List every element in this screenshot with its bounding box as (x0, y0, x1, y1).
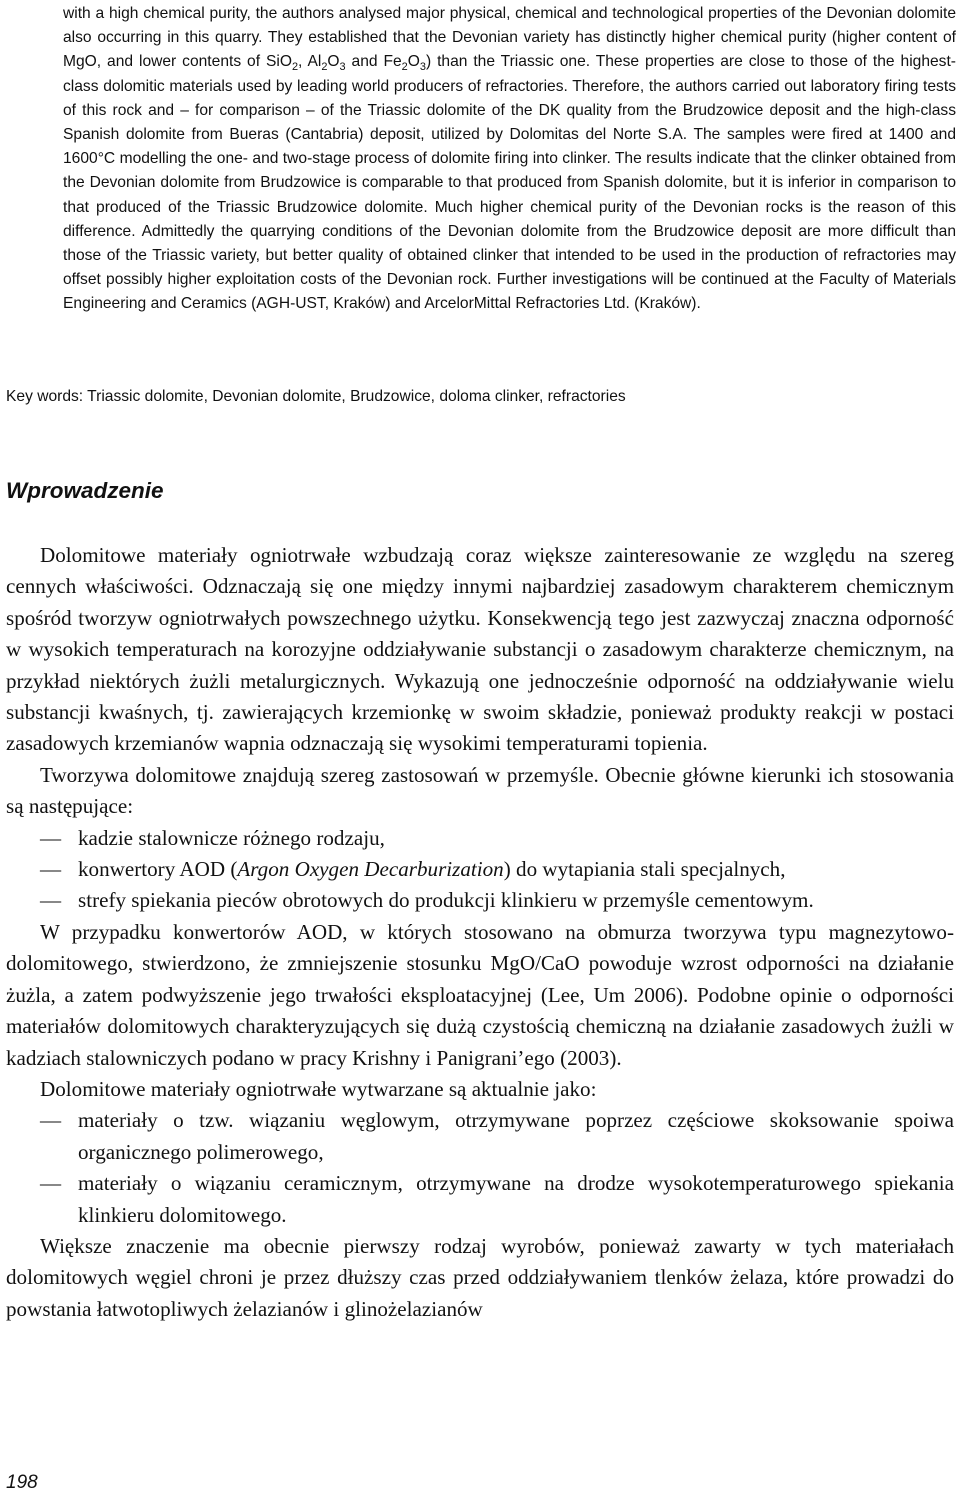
paragraph-3: W przypadku konwertorów AOD, w których stosowano na obmurza tworzywa typu magnezytowo-dolomitowego, stwierdzono, że zmniejszenie stosunku MgO/CaO powoduje wzrost odporności na działanie żużla, a zatem podwyższenie jego trwałości eksploatacyjnej (Lee, Um 2006). Podobne opinie o odporności materiałów dolomitowych charakteryzujących się dużą czystością chemiczną na działanie zasadowych żużli w kadziach stalowniczych podano w pracy Krishny i Panigrani’ego (2003). (6, 919, 954, 1070)
list-item-text: materiały o tzw. wiązaniu węglowym, otrzymywane poprzez częściowe skoksowanie spoiwa organicznego polimerowego, (78, 1108, 954, 1164)
paragraph-5: Większe znaczenie ma obecnie pierwszy rodzaj wyrobów, ponieważ zawarty w tych materiałach dolomitowych węgiel chroni je przez dłuższy czas przed oddziaływaniem tlenków żelaza, które prowadzi do powstania łatwotopliwych żelazianów i glinożelazianów (6, 1233, 954, 1321)
list-item (6, 1168, 954, 1231)
abstract-text-1: with a high chemical purity, the authors analysed major physical, chemical and technological properties of the Devonian dolomite also occurring in this quarry. They established that the Devonian variety has distinctly higher chemical purity (higher content of MgO, and lower contents of SiO (63, 5, 956, 71)
section-heading: Wprowadzenie (6, 478, 164, 503)
abstract-text-6: ) than the Triassic one. These properties are close to those of the highest-class dolomitic materials used by leading world producers of refractories. Therefore, the authors carried out laboratory firing tests of this rock and – for comparison – of the Triassic dolomite of the DK quality from the Brudzowice deposit and the high-class Spanish dolomite from Bueras (Cantabria) deposit, utilized by Dolomitas del Norte S.A. The samples were fired at 1400 and 1600°C modelling the one- and two-stage process of dolomite firing into clinker. The results indicate that the clinker obtained from the Devonian dolomite from Brudzowice is comparable to that produced from Spanish dolomite, but it is inferior in comparison to that produced of the Triassic Brudzowice dolomite. Much higher chemical purity of the Devonian rocks is the reason of this difference. Admittedly the quarrying conditions of the Devonian dolomite from the Brudzowice deposit are more difficult than those of the Triassic variety, but better quality of obtained clinker that intended to be used in the production of refractories may offset possibly higher exploitation costs of the Devonian rock. Further investigations will be continued at the Faculty of Materials Engineering and Ceramics (AGH-UST, Kraków) and ArcelorMittal Refractories Ltd. (Kraków). (63, 53, 957, 313)
abstract-text-3: O (327, 53, 340, 71)
application-list (6, 823, 954, 917)
subscript: 3 (419, 61, 426, 74)
italic-term: Argon Oxygen Decarburization (237, 857, 504, 882)
list-item-text: strefy spiekania pieców obrotowych do produkcji klinkieru w przemyśle cementowym. (78, 888, 814, 913)
subscript: 2 (291, 61, 299, 74)
list-item-text: ) do wytapiania stali specjalnych, (503, 857, 786, 882)
subscript: 3 (339, 61, 346, 74)
list-item (6, 885, 954, 916)
list-item (6, 854, 954, 885)
abstract-text-4: and Fe (345, 53, 402, 71)
paragraph-4: Dolomitowe materiały ogniotrwałe wytwarzane są aktualnie jako: (40, 1076, 597, 1101)
body-text (6, 540, 954, 1325)
subscript: 2 (401, 61, 408, 74)
dash-marker: — (40, 825, 62, 850)
list-item (6, 823, 954, 854)
list-item-text: materiały o wiązaniu ceramicznym, otrzymywane na drodze wysokotemperaturowego spiekania klinkieru dolomitowego. (78, 1171, 954, 1227)
dash-marker: — (40, 1171, 62, 1196)
material-types-list (6, 1105, 954, 1231)
abstract-paragraph (63, 2, 956, 317)
list-item-text: konwertory AOD ( (78, 857, 238, 882)
subscript: 2 (321, 61, 328, 74)
dash-marker: — (40, 857, 62, 882)
abstract-text-2: , Al (298, 53, 322, 71)
abstract-text-5: O (407, 53, 420, 71)
list-item-text: kadzie stalownicze różnego rodzaju, (78, 825, 385, 850)
page-number: 198 (6, 1472, 38, 1493)
paragraph-1: Dolomitowe materiały ogniotrwałe wzbudzają coraz większe zainteresowanie ze względu na szereg cennych właściwości. Odznaczają się one między innymi najbardziej zasadowym charakterem chemicznym spośród tworzyw ogniotrwałych powszechnego użytku. Konsekwencją tego jest zazwyczaj znaczna odporność w wysokich temperaturach na korozyjne oddziaływanie substancji o zasadowym charakterze chemicznym, na przykład niektórych żużli metalurgicznych. Wykazują one jednocześnie odporność na oddziaływanie wielu substancji kwaśnych, tj. zawierających krzemionkę w swoim składzie, ponieważ produkty reakcji w postaci zasadowych krzemianów wapnia odznaczają się wysokimi temperaturami topienia. (6, 543, 954, 756)
dash-marker: — (40, 888, 62, 913)
keywords-line: Key words: Triassic dolomite, Devonian dolomite, Brudzowice, doloma clinker, refractories (6, 388, 626, 405)
list-item (6, 1105, 954, 1168)
paragraph-2: Tworzywa dolomitowe znajdują szereg zastosowań w przemyśle. Obecnie główne kierunki ich stosowania są następujące: (6, 762, 954, 819)
dash-marker: — (40, 1108, 62, 1133)
